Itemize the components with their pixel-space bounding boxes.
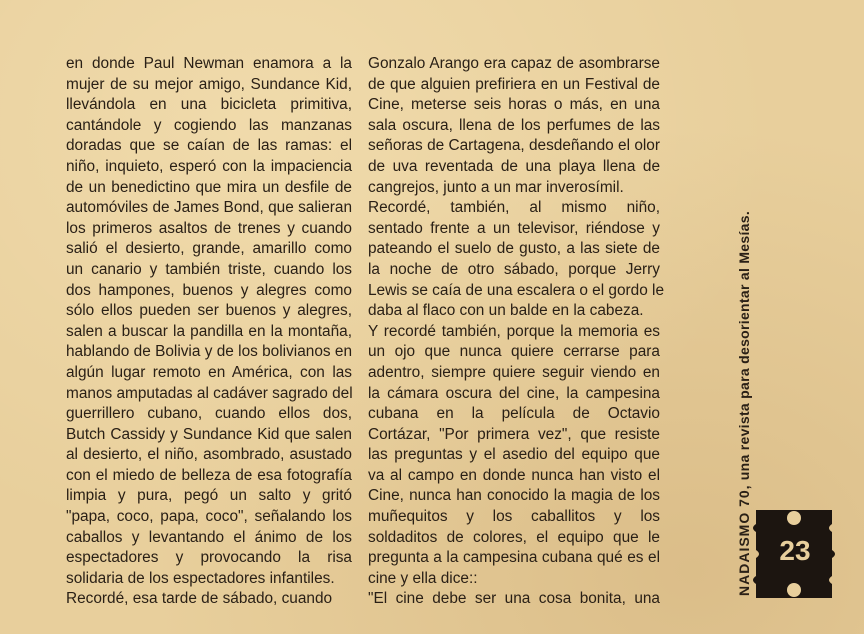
text-line: adentro, siempre quiere seguir viendo en: [368, 363, 660, 381]
text-line: solidaria de los espectadores infantiles.: [66, 569, 335, 587]
text-line: "El cine debe ser una cosa bonita, una: [368, 590, 660, 608]
text-line: espectadores y provocando la risa: [66, 549, 352, 567]
text-line: guerrillero cubano, cuando ellos dos,: [66, 405, 352, 423]
text-line: Recordé, también, al mismo niño,: [368, 199, 660, 217]
text-line: de que alguien prefiriera en un Festival de: [368, 75, 660, 93]
text-line: niño, inquieto, esperó con la impaciencia: [66, 157, 352, 175]
text-line: sala oscura, llena de los perfumes de las: [368, 116, 660, 134]
text-line: salen a buscar la pandilla en la montaña,: [66, 322, 352, 340]
text-line: llevándola en una bicicleta primitiva,: [66, 96, 352, 114]
text-line: señoras de Cartagena, desdeñando el olor: [368, 137, 660, 155]
text-line: pregunta a la campesina cubana qué es el: [368, 549, 660, 567]
text-line: con el miedo de belleza de esa fotografía: [66, 466, 352, 484]
text-line: Lewis se caía de una escalera o el gordo le: [368, 281, 665, 299]
page-number: 23: [779, 535, 811, 566]
text-line: dos hampones, buenos y alegres como: [66, 281, 352, 299]
text-line: salió el desierto, grande, amarillo como: [66, 240, 352, 258]
right-text-column: [368, 54, 665, 610]
text-line: muñequitos y los caballitos y los: [368, 508, 660, 526]
text-line: soldaditos de colores, el equipo que le: [368, 528, 660, 546]
text-line: Butch Cassidy y Sundance Kid que salen: [66, 425, 352, 443]
text-line: un canario y también triste, cuando los: [66, 260, 352, 278]
text-line: las preguntas y el asedio del equipo que: [368, 446, 660, 464]
text-line: manos amputadas al cadáver sagrado del: [66, 384, 353, 402]
text-line: daba al flaco con un balde en la cabeza.: [368, 302, 644, 320]
text-line: la cámara oscura del cine, la campesina: [368, 384, 660, 402]
text-line: cine y ella dice::: [368, 569, 478, 587]
magazine-title: NADAISMO 70,: [736, 484, 752, 596]
text-line: caballos y levantando el ánimo de los: [66, 528, 352, 546]
text-line: cantándole y cogiendo las manzanas: [66, 116, 352, 134]
text-line: Recordé, esa tarde de sábado, cuando: [66, 590, 333, 608]
left-text-column: [66, 54, 352, 610]
text-line: cangrejos, junto a un mar inverosímil.: [368, 178, 624, 196]
magazine-tagline: una revista para desorientar al Mesías.: [736, 210, 752, 485]
text-line: en donde Paul Newman enamora a la: [66, 55, 352, 72]
text-line: de uva reventada de una playa llena de: [368, 157, 660, 175]
text-line: Y recordé también, porque la memoria es: [368, 322, 660, 340]
text-line: sólo ellos pueden ser buenos y alegres,: [66, 302, 352, 320]
text-line: Cortázar, "Por primera vez", que resiste: [368, 425, 660, 443]
text-line: mujer de su mejor amigo, Sundance Kid,: [66, 75, 352, 93]
text-line: Cine, meterse seis horas o más, en una: [368, 96, 660, 114]
text-line: Gonzalo Arango era capaz de asombrarse: [368, 55, 660, 72]
text-line: Cine, nunca han conocido la magia de los: [368, 487, 660, 505]
text-line: pateando el suelo de gusto, a las siete de: [368, 240, 660, 258]
text-line: un ojo que nunca quiere cerrarse para: [368, 343, 660, 361]
text-line: de un benedictino que mira un desfile de: [66, 178, 352, 196]
text-line: los primeros asaltos de trenes y cuando: [66, 219, 352, 237]
text-line: hablando de Bolivia y de los bolivianos en: [66, 343, 352, 361]
text-line: sentado frente a un televisor, riéndose y: [368, 219, 660, 237]
text-line: limpia y pura, pegó un salto y gritó: [66, 487, 352, 505]
text-line: va al campo en donde nunca han visto el: [368, 466, 660, 484]
text-line: cubana en la película de Octavio: [368, 405, 660, 423]
text-line: al desierto, el niño, asombrado, asustado: [66, 446, 352, 464]
text-line: doradas que se caían de las ramas: el: [66, 137, 352, 155]
text-line: "papa, coco, papa, coco", señalando los: [66, 508, 352, 526]
text-line: automóviles de James Bond, que salieran: [66, 199, 352, 217]
text-line: la noche de otro sábado, porque Jerry: [368, 260, 660, 278]
text-line: algún lugar remoto en América, con las: [66, 363, 352, 381]
